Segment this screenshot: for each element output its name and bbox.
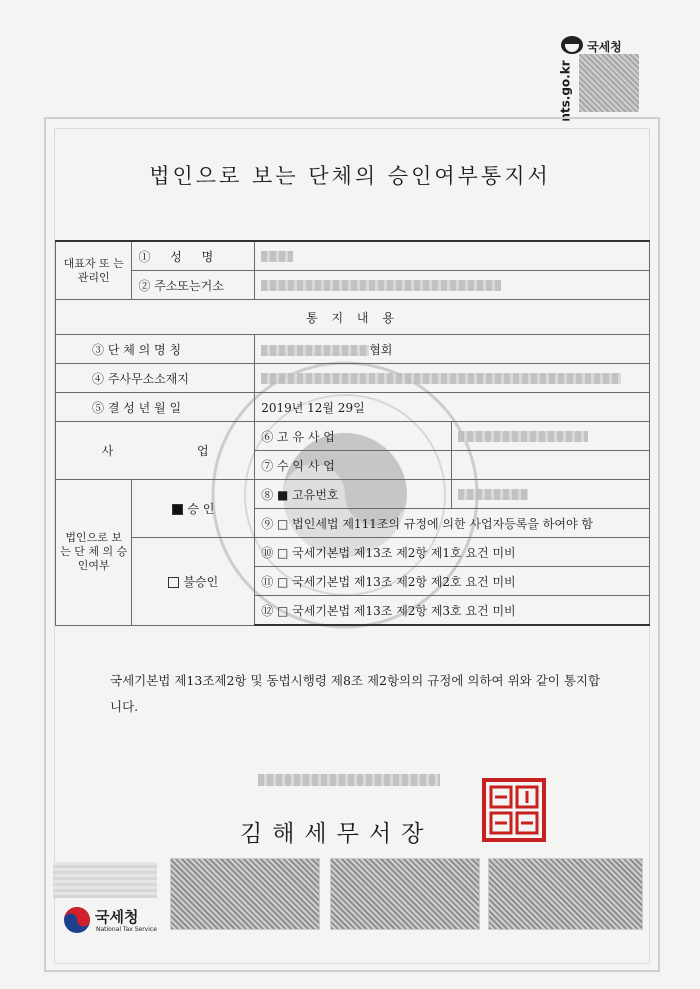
document-title: 법인으로 보는 단체의 승인여부통지서 <box>149 164 551 188</box>
notice-form-table <box>55 240 650 626</box>
notice-header: 통 지 내 용 <box>56 300 650 335</box>
founded-label: ⑤ 결 성 년 월 일 <box>56 393 255 422</box>
verification-code-3 <box>488 858 643 930</box>
issuer-name: 김해세무서장 <box>240 821 434 847</box>
nts-mascot-icon <box>561 36 583 54</box>
verification-code-2 <box>330 858 480 930</box>
unique-business-value <box>452 422 650 451</box>
representative-group-label: 대표자 또 는 관리인 <box>56 241 132 300</box>
taegeuk-icon <box>63 906 91 934</box>
redacted-stamp <box>53 862 157 898</box>
header-site: nts.go.kr <box>558 60 573 122</box>
footer-org-name-en: National Tax Service <box>96 926 157 933</box>
location-value <box>255 364 650 393</box>
unique-id-label: ⑧ ■ 고유번호 <box>255 480 452 509</box>
address-label: ② 주소또는거소 <box>132 271 255 300</box>
footer-org-name: 국세청 <box>95 908 139 926</box>
nts-header-logo <box>555 34 650 122</box>
item-9: ⑨ □ 법인세법 제111조의 규정에 의한 사업자등록을 하여야 함 <box>255 509 650 538</box>
item-12: ⑫ □ 국세기본법 제13조 제2항 제3호 요건 미비 <box>255 596 650 626</box>
notice-body-text: 국세기본법 제13조제2항 및 동법시행령 제8조 제2항의의 규정에 의하여 위와 같이 통지합니다. <box>110 673 601 714</box>
approval-group-label: 법인으로 보 는 단 체 의 승인여부 <box>56 480 132 626</box>
unique-id-value <box>452 480 650 509</box>
verification-code-1 <box>170 858 320 930</box>
item-10: ⑩ □ 국세기본법 제13조 제2항 제1호 요건 미비 <box>255 538 650 567</box>
org-name-label: ③ 단 체 의 명 칭 <box>56 335 255 364</box>
header-org-name: 국세청 <box>587 40 622 54</box>
unique-business-label: ⑥ 고 유 사 업 <box>255 422 452 451</box>
nts-footer-logo <box>63 904 163 938</box>
rejected-cell: 불승인 <box>132 538 255 626</box>
name-value <box>255 241 650 271</box>
name-label: ① 성 명 <box>132 241 255 271</box>
official-seal-stamp <box>481 777 547 843</box>
approved-cell: 승 인 <box>132 480 255 538</box>
qr-code-redacted <box>579 54 639 112</box>
org-name-value: 협회 <box>255 335 650 364</box>
location-label: ④ 주사무소소재지 <box>56 364 255 393</box>
profit-business-value <box>452 451 650 480</box>
rejected-checkbox <box>168 577 179 588</box>
founded-value: 2019년 12월 29일 <box>255 393 650 422</box>
approved-checkbox <box>172 504 183 515</box>
business-label: 사 업 <box>56 422 255 480</box>
item-11: ⑪ □ 국세기본법 제13조 제2항 제2호 요건 미비 <box>255 567 650 596</box>
profit-business-label: ⑦ 수 익 사 업 <box>255 451 452 480</box>
address-value <box>255 271 650 300</box>
issue-date-redacted <box>258 772 440 790</box>
